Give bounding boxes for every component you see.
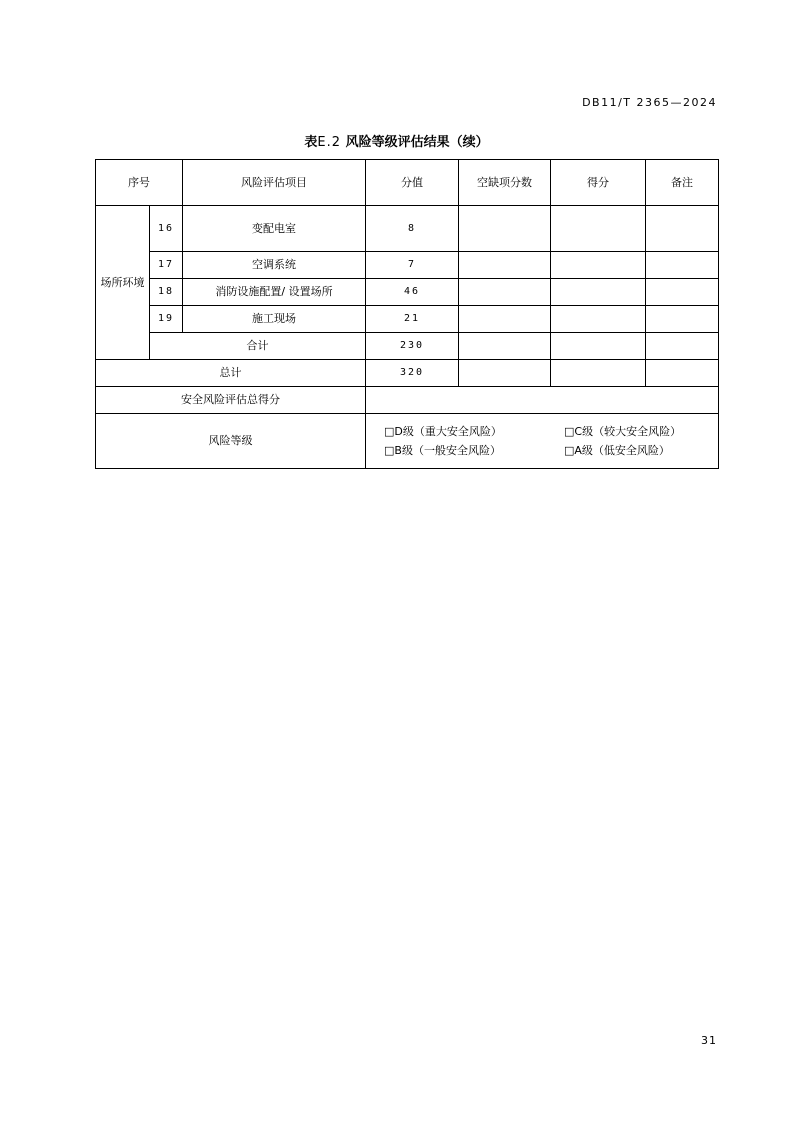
table-title-prefix: 表	[304, 135, 318, 150]
row-item: 施工现场	[183, 306, 366, 333]
row-missing[interactable]	[459, 306, 551, 333]
row-number: 19	[150, 306, 183, 333]
row-remarks[interactable]	[646, 252, 719, 279]
grade-option-a[interactable]: □A级（低安全风险）	[564, 444, 670, 457]
risk-assessment-table	[95, 159, 719, 469]
risk-grade-row	[96, 414, 719, 469]
subtotal-missing[interactable]	[459, 333, 551, 360]
row-item: 变配电室	[183, 206, 366, 252]
row-score: 8	[366, 206, 459, 252]
header-missing: 空缺项分数	[459, 160, 551, 206]
table-title-text: 风险等级评估结果（续）	[345, 135, 489, 150]
grade-option-b[interactable]: □B级（一般安全风险）	[384, 444, 501, 457]
subtotal-obtained[interactable]	[551, 333, 646, 360]
header-remarks: 备注	[646, 160, 719, 206]
row-score: 21	[366, 306, 459, 333]
risk-grade-label: 风险等级	[96, 414, 366, 469]
row-remarks[interactable]	[646, 279, 719, 306]
total-remarks[interactable]	[646, 360, 719, 387]
total-label: 总计	[96, 360, 366, 387]
row-missing[interactable]	[459, 252, 551, 279]
row-obtained[interactable]	[551, 279, 646, 306]
document-code: DB11/T 2365—2024	[582, 96, 717, 109]
table-title-number: E.2	[317, 135, 342, 150]
row-missing[interactable]	[459, 206, 551, 252]
row-missing[interactable]	[459, 279, 551, 306]
header-obtained: 得分	[551, 160, 646, 206]
overall-score-row	[96, 387, 719, 414]
row-score: 7	[366, 252, 459, 279]
grade-option-d[interactable]: □D级（重大安全风险）	[384, 424, 502, 438]
row-number: 16	[150, 206, 183, 252]
grade-option-c[interactable]: □C级（较大安全风险）	[564, 424, 682, 438]
overall-score-value[interactable]	[366, 387, 719, 414]
risk-grade-options	[366, 414, 719, 469]
total-row	[96, 360, 719, 387]
header-score: 分值	[366, 160, 459, 206]
row-item: 空调系统	[183, 252, 366, 279]
row-obtained[interactable]	[551, 306, 646, 333]
row-obtained[interactable]	[551, 206, 646, 252]
table-title	[0, 131, 793, 150]
group-label: 场所环境	[96, 206, 150, 360]
row-item: 消防设施配置/ 设置场所	[183, 279, 366, 306]
total-score: 320	[366, 360, 459, 387]
overall-score-label: 安全风险评估总得分	[96, 387, 366, 414]
header-item: 风险评估项目	[183, 160, 366, 206]
table-row	[96, 279, 719, 306]
table-row	[96, 306, 719, 333]
total-obtained[interactable]	[551, 360, 646, 387]
row-number: 17	[150, 252, 183, 279]
row-obtained[interactable]	[551, 252, 646, 279]
subtotal-label: 合计	[150, 333, 366, 360]
row-remarks[interactable]	[646, 206, 719, 252]
total-missing[interactable]	[459, 360, 551, 387]
table-row	[96, 252, 719, 279]
subtotal-remarks[interactable]	[646, 333, 719, 360]
header-row	[96, 160, 719, 206]
row-remarks[interactable]	[646, 306, 719, 333]
row-number: 18	[150, 279, 183, 306]
page-number: 31	[701, 1034, 717, 1047]
table-row	[96, 206, 719, 252]
subtotal-row	[96, 333, 719, 360]
header-seq: 序号	[96, 160, 183, 206]
row-score: 46	[366, 279, 459, 306]
subtotal-score: 230	[366, 333, 459, 360]
